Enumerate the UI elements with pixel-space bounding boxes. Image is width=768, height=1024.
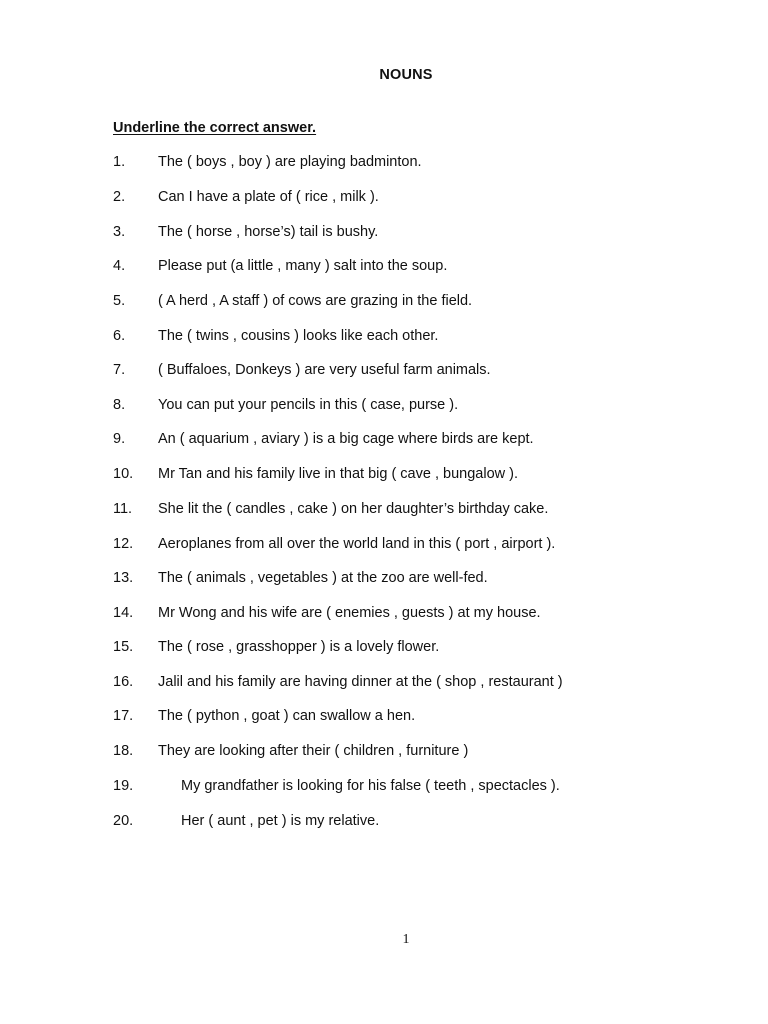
question-number: 7. xyxy=(113,362,126,378)
question-item xyxy=(0,637,768,657)
question-item xyxy=(0,741,768,761)
question-number: 3. xyxy=(113,224,126,240)
instruction-heading: Underline the correct answer. xyxy=(113,120,317,136)
question-text: The ( python , goat ) can swallow a hen. xyxy=(158,708,416,724)
question-text: Aeroplanes from all over the world land in this ( port , airport ). xyxy=(158,536,556,552)
question-item xyxy=(0,534,768,554)
question-number: 12. xyxy=(113,536,134,552)
question-item xyxy=(0,256,768,276)
question-item xyxy=(0,360,768,380)
question-text: The ( animals , vegetables ) at the zoo are well-fed. xyxy=(158,570,488,586)
question-number: 1. xyxy=(113,154,126,170)
question-item xyxy=(0,291,768,311)
question-item xyxy=(0,326,768,346)
question-text: ( A herd , A staff ) of cows are grazing in the field. xyxy=(158,293,473,309)
question-number: 4. xyxy=(113,258,126,274)
question-number: 19. xyxy=(113,778,134,794)
question-text: The ( rose , grasshopper ) is a lovely flower. xyxy=(158,639,440,655)
question-number: 13. xyxy=(113,570,134,586)
question-number: 15. xyxy=(113,639,134,655)
question-item xyxy=(0,395,768,415)
question-item xyxy=(0,706,768,726)
question-number: 17. xyxy=(113,708,134,724)
question-item xyxy=(0,811,768,831)
question-item xyxy=(0,499,768,519)
question-number: 9. xyxy=(113,431,126,447)
question-number: 14. xyxy=(113,605,134,621)
question-number: 8. xyxy=(113,397,126,413)
question-number: 6. xyxy=(113,328,126,344)
question-text: The ( twins , cousins ) looks like each other. xyxy=(158,328,439,344)
question-text: Mr Wong and his wife are ( enemies , guests ) at my house. xyxy=(158,605,541,621)
question-item xyxy=(0,568,768,588)
question-text: You can put your pencils in this ( case, purse ). xyxy=(158,397,459,413)
question-item xyxy=(0,776,768,796)
question-item xyxy=(0,187,768,207)
page-title: NOUNS xyxy=(379,67,433,83)
question-text: Her ( aunt , pet ) is my relative. xyxy=(181,813,380,829)
page-number: 1 xyxy=(402,932,410,947)
question-item xyxy=(0,152,768,172)
question-text: She lit the ( candles , cake ) on her daughter’s birthday cake. xyxy=(158,501,549,517)
question-text: Jalil and his family are having dinner at the ( shop , restaurant ) xyxy=(158,674,563,690)
question-text: The ( horse , horse’s) tail is bushy. xyxy=(158,224,379,240)
question-item xyxy=(0,603,768,623)
question-item xyxy=(0,429,768,449)
question-text: ( Buffaloes, Donkeys ) are very useful farm animals. xyxy=(158,362,491,378)
question-number: 2. xyxy=(113,189,126,205)
question-item xyxy=(0,222,768,242)
question-number: 18. xyxy=(113,743,134,759)
question-number: 5. xyxy=(113,293,126,309)
question-text: Mr Tan and his family live in that big ( cave , bungalow ). xyxy=(158,466,518,482)
question-number: 10. xyxy=(113,466,134,482)
question-text: An ( aquarium , aviary ) is a big cage where birds are kept. xyxy=(158,431,534,447)
question-number: 16. xyxy=(113,674,134,690)
question-text: They are looking after their ( children , furniture ) xyxy=(158,743,469,759)
question-number: 11. xyxy=(113,501,133,517)
question-text: My grandfather is looking for his false ( teeth , spectacles ). xyxy=(181,778,560,794)
question-item xyxy=(0,464,768,484)
question-text: The ( boys , boy ) are playing badminton. xyxy=(158,154,422,170)
question-number: 20. xyxy=(113,813,134,829)
question-item xyxy=(0,672,768,692)
question-text: Can I have a plate of ( rice , milk ). xyxy=(158,189,379,205)
question-text: Please put (a little , many ) salt into the soup. xyxy=(158,258,448,274)
